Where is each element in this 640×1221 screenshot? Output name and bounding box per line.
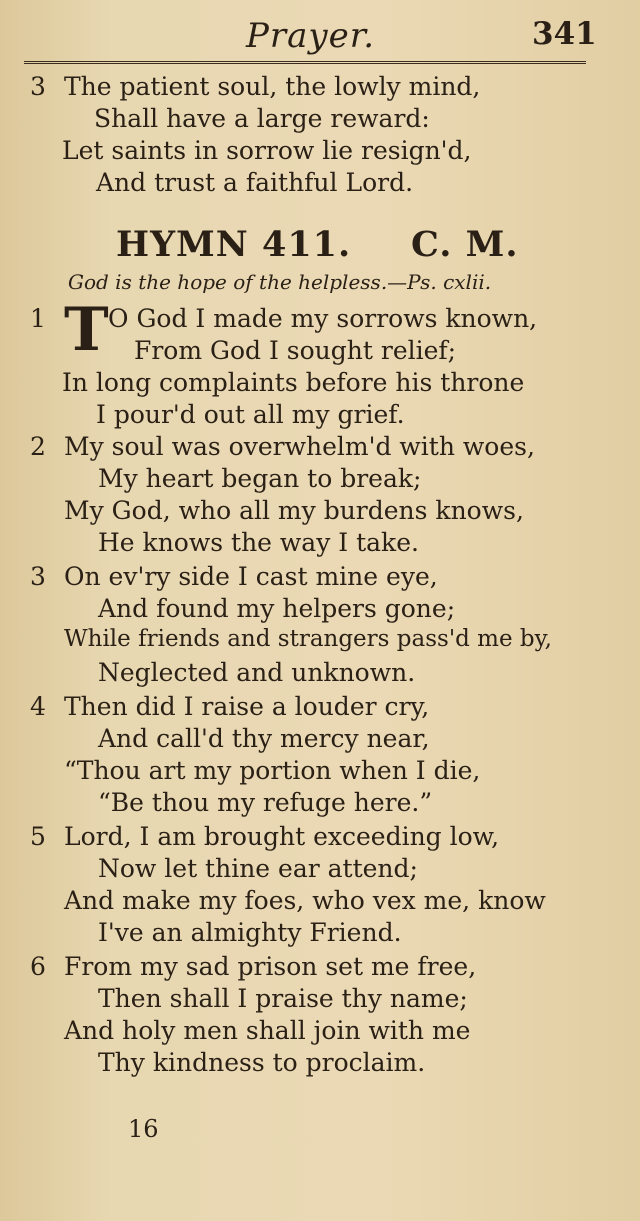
verse-line: And make my foes, who vex me, know <box>64 886 546 915</box>
verse-line: Let saints in sorrow lie resign'd, <box>62 136 472 165</box>
verse-line: I pour'd out all my grief. <box>96 400 405 429</box>
verse-number: 4 <box>30 692 46 721</box>
verse-line: “Thou art my portion when I die, <box>64 756 481 785</box>
verse-line: He knows the way I take. <box>98 528 419 557</box>
verse-line: And holy men shall join with me <box>64 1016 471 1045</box>
verse-line: From my sad prison set me free, <box>64 952 477 981</box>
verse-number: 3 <box>30 562 46 591</box>
signature-mark: 16 <box>128 1115 159 1143</box>
verse-number: 2 <box>30 432 46 461</box>
header-rule <box>24 61 586 64</box>
verse-line: My heart began to break; <box>98 464 422 493</box>
verse-line: My soul was overwhelm'd with woes, <box>64 432 535 461</box>
hymn-subtitle <box>68 270 491 294</box>
hymn-theme: God is the hope of the helpless. <box>68 270 388 294</box>
scripture-reference: —Ps. cxlii. <box>387 270 492 294</box>
running-title: Prayer. <box>246 16 376 56</box>
hymn-number: HYMN 411. <box>116 224 352 265</box>
verse-line: While friends and strangers pass'd me by, <box>64 626 552 652</box>
verse-line: The patient soul, the lowly mind, <box>64 72 481 101</box>
verse-line: And found my helpers gone; <box>98 594 456 623</box>
verse-line: O God I made my sorrows known, <box>108 304 538 333</box>
verse-number: 3 <box>30 72 46 101</box>
verse-line: And trust a faithful Lord. <box>96 168 414 197</box>
verse-line: Thy kindness to proclaim. <box>98 1048 426 1077</box>
verse-line: Lord, I am brought exceeding low, <box>64 822 500 851</box>
page-number: 341 <box>532 16 597 52</box>
verse-line: From God I sought relief; <box>134 336 457 365</box>
verse-line: Now let thine ear attend; <box>98 854 418 883</box>
verse-number: 1 <box>30 304 46 333</box>
page-header <box>0 14 640 60</box>
verse-line: I've an almighty Friend. <box>98 918 402 947</box>
verse-line: My God, who all my burdens knows, <box>64 496 524 525</box>
verse-line: “Be thou my refuge here.” <box>98 788 433 817</box>
verse-line: On ev'ry side I cast mine eye, <box>64 562 438 591</box>
hymn-title <box>116 224 519 265</box>
verse-number: 6 <box>30 952 46 981</box>
verse-line: In long complaints before his throne <box>62 368 525 397</box>
verse-number: 5 <box>30 822 46 851</box>
hymn-meter: C. M. <box>411 224 519 265</box>
verse-line: Then did I raise a louder cry, <box>64 692 430 721</box>
verse-line: Then shall I praise thy name; <box>98 984 468 1013</box>
verse-line: And call'd thy mercy near, <box>98 724 430 753</box>
verse-line: Shall have a large reward: <box>94 104 430 133</box>
verse-line: Neglected and unknown. <box>98 658 416 687</box>
drop-cap: T <box>64 295 109 365</box>
